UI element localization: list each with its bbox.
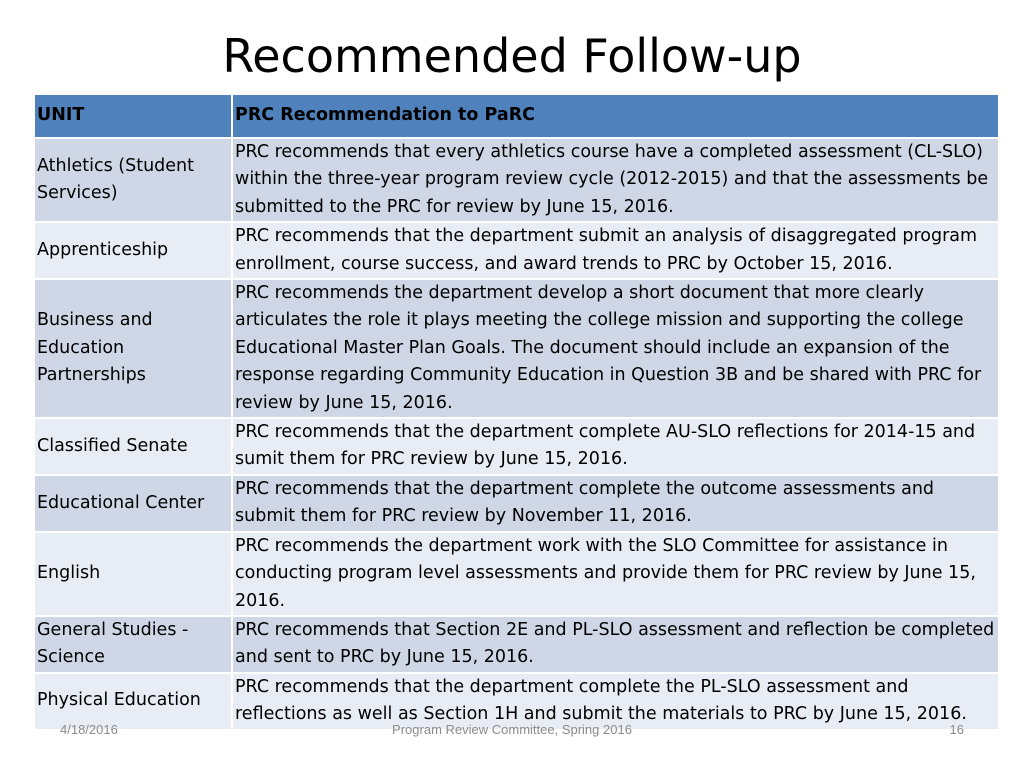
footer-date: 4/18/2016 <box>60 722 118 737</box>
footer-center-text: Program Review Committee, Spring 2016 <box>392 722 632 737</box>
recommendation-cell: PRC recommends that the department complete AU-SLO reflections for 2014-15 and sumit them for PRC review by June 15, 2016. <box>232 418 999 475</box>
table-row <box>34 138 999 222</box>
header-recommendation: PRC Recommendation to PaRC <box>232 94 999 138</box>
table-header-row <box>34 94 999 138</box>
table-row <box>34 532 999 616</box>
recommendation-cell: PRC recommends that the department complete the PL-SLO assessment and reflections as well as Section 1H and submit the materials to PRC by June 15, 2016. <box>232 673 999 730</box>
recommendation-cell: PRC recommends that the department complete the outcome assessments and submit them for PRC review by November 11, 2016. <box>232 475 999 532</box>
table-row <box>34 222 999 279</box>
table-row <box>34 279 999 418</box>
unit-cell: Business and Education Partnerships <box>34 279 232 418</box>
footer-page-number: 16 <box>949 722 964 737</box>
recommendation-cell: PRC recommends the department work with the SLO Committee for assistance in conducting program level assessments and provide them for PRC review by June 15, 2016. <box>232 532 999 616</box>
slide-title: Recommended Follow-up <box>222 29 802 83</box>
recommendation-cell: PRC recommends that the department submit an analysis of disaggregated program enrollment, course success, and award trends to PRC by October 15, 2016. <box>232 222 999 279</box>
recommendation-cell: PRC recommends the department develop a short document that more clearly articulates the role it plays meeting the college mission and supporting the college Educational Master Plan Goals. The document should include an expansion of the response regarding Community Education in Question 3B and be shared with PRC for review by June 15, 2016. <box>232 279 999 418</box>
recommendation-cell: PRC recommends that Section 2E and PL-SLO assessment and reflection be completed and sent to PRC by June 15, 2016. <box>232 616 999 673</box>
unit-cell: Apprenticeship <box>34 222 232 279</box>
table-row <box>34 673 999 730</box>
unit-cell: Physical Education <box>34 673 232 730</box>
unit-cell: Athletics (Student Services) <box>34 138 232 222</box>
recommendation-cell: PRC recommends that every athletics course have a completed assessment (CL-SLO) within the three-year program review cycle (2012-2015) and that the assessments be submitted to the PRC for review by June 15, 2016. <box>232 138 999 222</box>
unit-cell: Educational Center <box>34 475 232 532</box>
header-unit: UNIT <box>34 94 232 138</box>
unit-cell: Classified Senate <box>34 418 232 475</box>
unit-cell: General Studies - Science <box>34 616 232 673</box>
recommendations-table <box>33 93 1000 731</box>
table-row <box>34 616 999 673</box>
table-row <box>34 475 999 532</box>
table-row <box>34 418 999 475</box>
unit-cell: English <box>34 532 232 616</box>
